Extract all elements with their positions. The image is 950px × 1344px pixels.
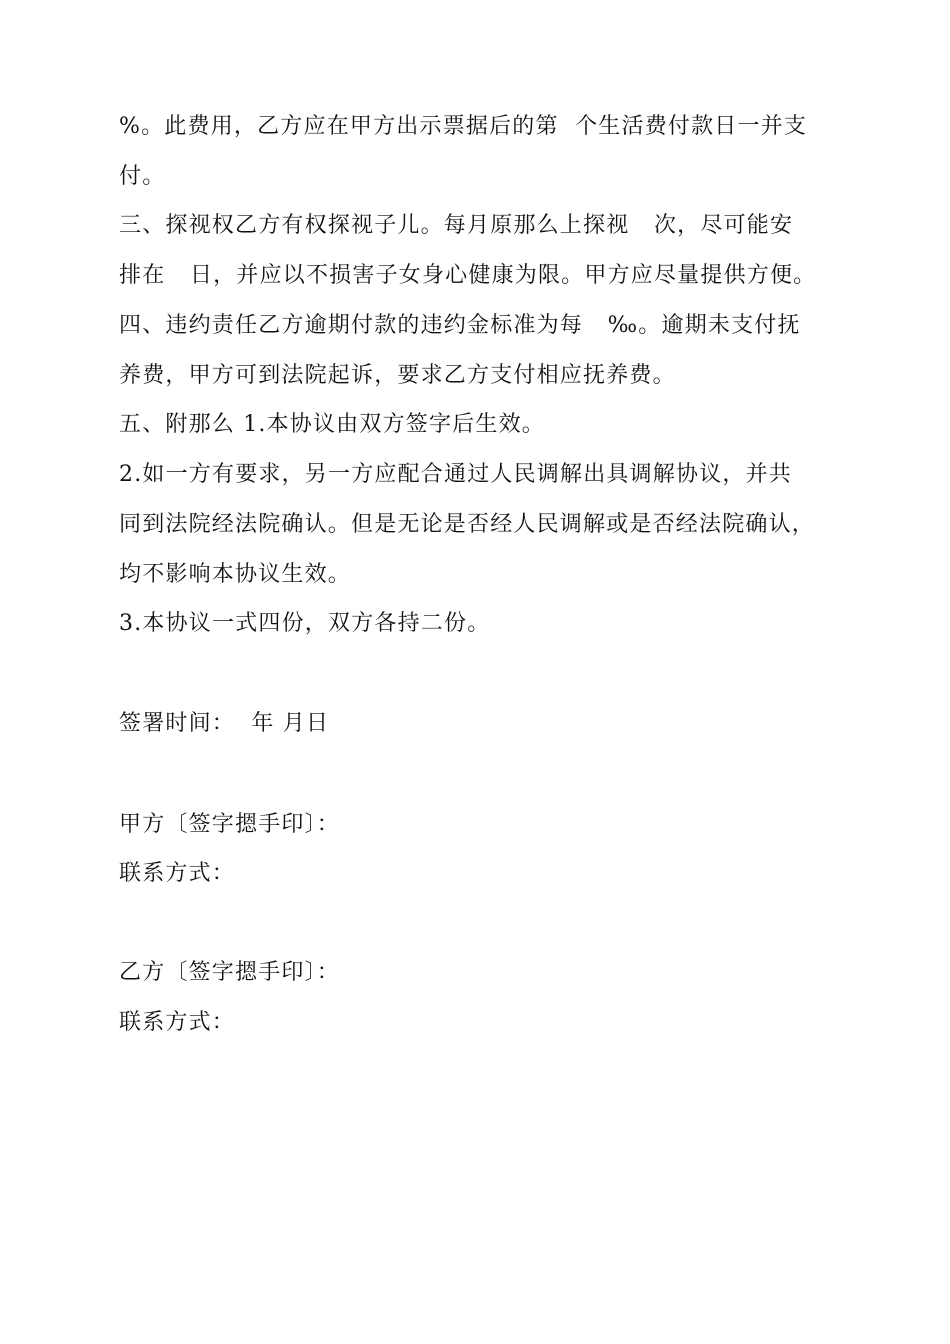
breach-clause-line: 养费，甲方可到法院起诉，要求乙方支付相应抚养费。 <box>119 363 676 388</box>
paragraph-line: 付。 <box>119 164 166 189</box>
paragraph-line: %。此费用，乙方应在甲方出示票据后的第 个生活费付款日一并支 <box>119 114 808 139</box>
breach-clause-line: 四、违约责任乙方逾期付款的违约金标准为每 ‰。逾期未支付抚 <box>119 313 801 338</box>
party-a-contact-label: 联系方式： <box>119 861 236 886</box>
supplementary-clause-line: 同到法院经法院确认。但是无论是否经人民调解或是否经法院确认， <box>119 512 816 537</box>
supplementary-clause-line: 3.本协议一式四份，双方各持二份。 <box>119 611 491 636</box>
supplementary-clause-line: 五、附那么 1.本协议由双方签字后生效。 <box>119 412 545 437</box>
party-b-signature-label: 乙方〔签字摁手印〕： <box>119 960 341 985</box>
visitation-clause-line: 排在 日，并应以不损害子女身心健康为限。甲方应尽量提供方便。 <box>119 263 817 288</box>
visitation-clause-line: 三、探视权乙方有权探视子儿。每月原那么上探视 次，尽可能安 <box>119 213 794 238</box>
party-b-contact-label: 联系方式： <box>119 1010 236 1035</box>
signing-time: 签署时间： 年 月日 <box>119 711 330 736</box>
party-a-signature-label: 甲方〔签字摁手印〕： <box>119 812 341 837</box>
supplementary-clause-line: 2.如一方有要求，另一方应配合通过人民调解出具调解协议，并共 <box>119 462 792 487</box>
supplementary-clause-line: 均不影响本协议生效。 <box>119 562 352 587</box>
